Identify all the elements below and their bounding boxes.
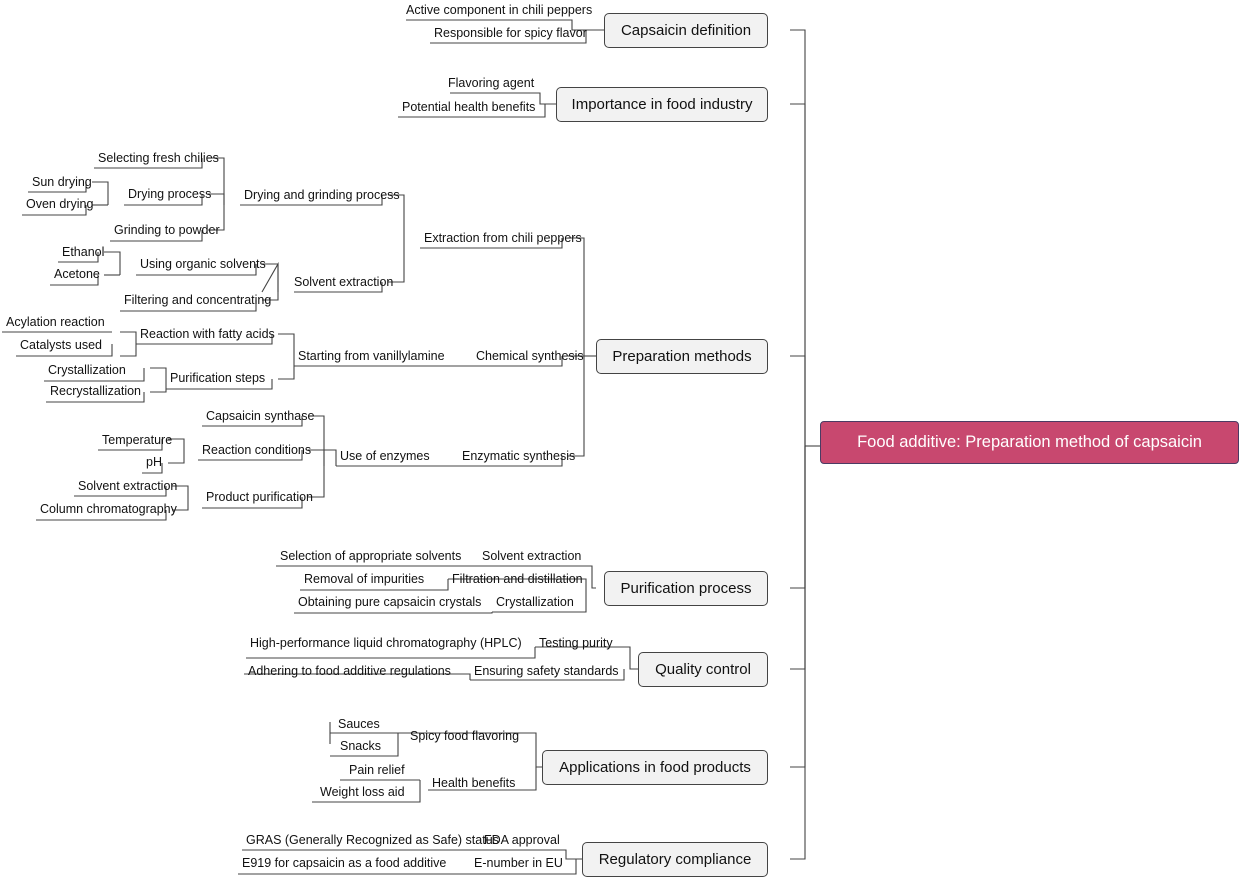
node-recrystallization[interactable]: Recrystallization bbox=[50, 384, 142, 398]
node-e-number-in-eu[interactable]: E-number in EU bbox=[474, 856, 563, 870]
node-spicy-food-flavoring[interactable]: Spicy food flavoring bbox=[410, 729, 520, 743]
node-weight-loss-aid[interactable]: Weight loss aid bbox=[320, 785, 405, 799]
node-drying-process[interactable]: Drying process bbox=[128, 187, 212, 201]
node-crystallization-purification[interactable]: Crystallization bbox=[496, 595, 574, 609]
branch-capsaicin-definition[interactable]: Capsaicin definition bbox=[604, 13, 768, 48]
branch-importance-in-food-industry[interactable]: Importance in food industry bbox=[556, 87, 768, 122]
node-drying-and-grinding-process[interactable]: Drying and grinding process bbox=[244, 188, 400, 202]
node-catalysts-used[interactable]: Catalysts used bbox=[20, 338, 102, 352]
node-temperature[interactable]: Temperature bbox=[102, 433, 173, 447]
branch-preparation-methods[interactable]: Preparation methods bbox=[596, 339, 768, 374]
node-responsible-for-spicy-flavor[interactable]: Responsible for spicy flavor bbox=[434, 26, 587, 40]
branch-purification-process[interactable]: Purification process bbox=[604, 571, 768, 606]
node-capsaicin-synthase[interactable]: Capsaicin synthase bbox=[206, 409, 315, 423]
node-oven-drying[interactable]: Oven drying bbox=[26, 197, 94, 211]
branch-applications-in-food-products[interactable]: Applications in food products bbox=[542, 750, 768, 785]
node-acylation-reaction[interactable]: Acylation reaction bbox=[6, 315, 105, 329]
node-ph[interactable]: pH bbox=[146, 455, 162, 469]
node-obtaining-pure-capsaicin-crystals[interactable]: Obtaining pure capsaicin crystals bbox=[298, 595, 482, 609]
branch-quality-control[interactable]: Quality control bbox=[638, 652, 768, 687]
node-solvent-extraction-extraction[interactable]: Solvent extraction bbox=[294, 275, 394, 289]
node-chemical-synthesis[interactable]: Chemical synthesis bbox=[476, 349, 584, 363]
node-using-organic-solvents[interactable]: Using organic solvents bbox=[140, 257, 266, 271]
node-starting-from-vanillylamine[interactable]: Starting from vanillylamine bbox=[298, 349, 445, 363]
node-removal-of-impurities[interactable]: Removal of impurities bbox=[304, 572, 425, 586]
node-ensuring-safety-standards[interactable]: Ensuring safety standards bbox=[474, 664, 619, 678]
node-filtering-and-concentrating[interactable]: Filtering and concentrating bbox=[124, 293, 272, 307]
node-filtration-and-distillation[interactable]: Filtration and distillation bbox=[452, 572, 583, 586]
node-sun-drying[interactable]: Sun drying bbox=[32, 175, 92, 189]
node-extraction-from-chili-peppers[interactable]: Extraction from chili peppers bbox=[424, 231, 582, 245]
node-reaction-conditions[interactable]: Reaction conditions bbox=[202, 443, 312, 457]
node-enzymatic-synthesis[interactable]: Enzymatic synthesis bbox=[462, 449, 576, 463]
branch-regulatory-compliance[interactable]: Regulatory compliance bbox=[582, 842, 768, 877]
node-grinding-to-powder[interactable]: Grinding to powder bbox=[114, 223, 220, 237]
node-ethanol[interactable]: Ethanol bbox=[62, 245, 105, 259]
node-adhering-to-food-additive-regulations[interactable]: Adhering to food additive regulations bbox=[248, 664, 451, 678]
node-use-of-enzymes[interactable]: Use of enzymes bbox=[340, 449, 430, 463]
node-flavoring-agent[interactable]: Flavoring agent bbox=[448, 76, 535, 90]
node-acetone[interactable]: Acetone bbox=[54, 267, 100, 281]
node-sauces[interactable]: Sauces bbox=[338, 717, 380, 731]
node-purification-steps[interactable]: Purification steps bbox=[170, 371, 266, 385]
node-selecting-fresh-chilies[interactable]: Selecting fresh chilies bbox=[98, 151, 219, 165]
node-health-benefits[interactable]: Health benefits bbox=[432, 776, 516, 790]
node-potential-health-benefits[interactable]: Potential health benefits bbox=[402, 100, 536, 114]
node-e919-capsaicin-food-additive[interactable]: E919 for capsaicin as a food additive bbox=[242, 856, 447, 870]
node-gras-status[interactable]: GRAS (Generally Recognized as Safe) status bbox=[246, 833, 499, 847]
node-fda-approval[interactable]: FDA approval bbox=[484, 833, 560, 847]
node-crystallization-chemical[interactable]: Crystallization bbox=[48, 363, 126, 377]
node-product-purification[interactable]: Product purification bbox=[206, 490, 314, 504]
node-solvent-extraction-enzymatic[interactable]: Solvent extraction bbox=[78, 479, 178, 493]
node-pain-relief[interactable]: Pain relief bbox=[349, 763, 405, 777]
root-node[interactable]: Food additive: Preparation method of capsaicin bbox=[820, 421, 1239, 464]
node-reaction-with-fatty-acids[interactable]: Reaction with fatty acids bbox=[140, 327, 275, 341]
node-snacks[interactable]: Snacks bbox=[340, 739, 381, 753]
node-active-component-in-chili-peppers[interactable]: Active component in chili peppers bbox=[406, 3, 593, 17]
node-column-chromatography[interactable]: Column chromatography bbox=[40, 502, 177, 516]
node-hplc[interactable]: High-performance liquid chromatography (HPLC) bbox=[250, 636, 522, 650]
node-selection-of-appropriate-solvents[interactable]: Selection of appropriate solvents bbox=[280, 549, 462, 563]
node-testing-purity[interactable]: Testing purity bbox=[539, 636, 613, 650]
node-solvent-extraction-purification[interactable]: Solvent extraction bbox=[482, 549, 582, 563]
